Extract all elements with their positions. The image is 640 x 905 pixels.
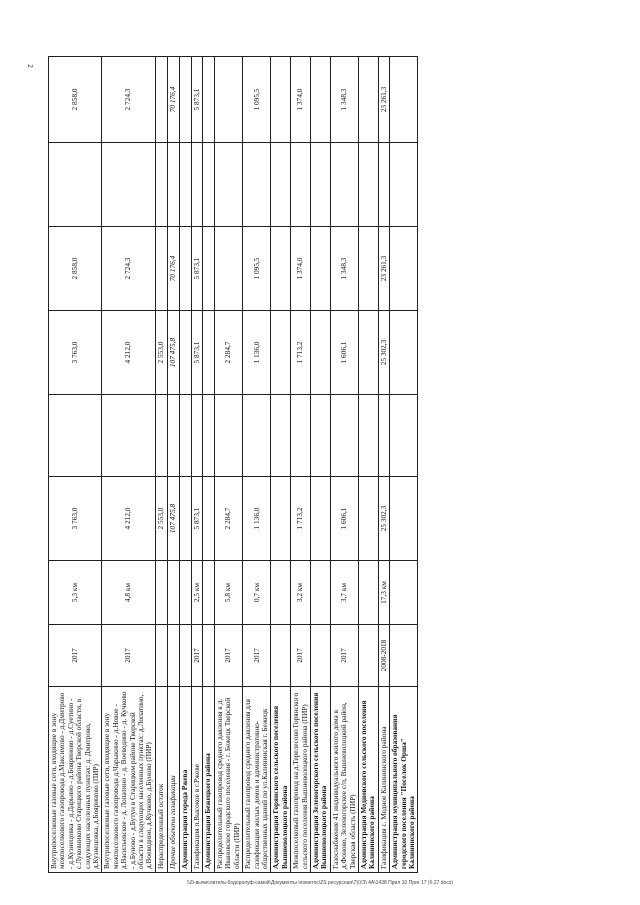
- row-year: [167, 625, 179, 687]
- row-total: 107 475,8: [167, 477, 179, 561]
- section-row: [310, 57, 330, 873]
- row-col5: [191, 395, 202, 477]
- row-col7: 2 724,3: [102, 227, 155, 311]
- row-year: 2017: [291, 625, 311, 687]
- row-col7: 1 095,5: [243, 227, 271, 311]
- file-path-footer: \\Zi-вычислитель-бодоролуф-самой\Документы-\пометос\ZS ресурсная\7)\УЗ\ 4А\1438 Прил 10 Приг 17 (б.27.docx): [186, 880, 454, 886]
- row-col9: 1 348,3: [330, 57, 358, 143]
- table-body: [49, 57, 418, 873]
- row-col6: [271, 311, 291, 395]
- row-length: 4,8 км: [102, 561, 155, 625]
- row-col5: [167, 395, 179, 477]
- row-name: Администрация Зеленогорского сельского поселения Вышневолоцкого района: [310, 687, 330, 873]
- page-number: 2: [25, 64, 34, 68]
- row-col8: [390, 143, 418, 227]
- row-name: Распределительный газопровод среднего давления для газификации жилых домов и административно-общественных зданий по ул.Калининская г. Бежецк: [243, 687, 271, 873]
- row-col5: [358, 395, 378, 477]
- row-total: 5 873,1: [191, 477, 202, 561]
- row-col5: [310, 395, 330, 477]
- row-col6: 25 302,3: [378, 311, 389, 395]
- row-col5: [203, 395, 215, 477]
- row-col5: [378, 395, 389, 477]
- row-col5: [271, 395, 291, 477]
- table-row: [378, 57, 389, 873]
- row-year: [155, 625, 167, 687]
- row-name: Администрация Горянского сельского поселения Вышневолоцкого района: [271, 687, 291, 873]
- row-col8: [271, 143, 291, 227]
- row-col5: [49, 395, 102, 477]
- row-col7: [271, 227, 291, 311]
- row-col5: [390, 395, 418, 477]
- row-total: 2 553,0: [155, 477, 167, 561]
- row-year: [310, 625, 330, 687]
- row-total: [358, 477, 378, 561]
- table-row: [330, 57, 358, 873]
- row-year: [390, 625, 418, 687]
- investment-table: [48, 56, 418, 873]
- row-name: Внутрипоселковые газовые сети, входящие в зону межпоселкового газопровода д.Максимово - д.Дмитрово - д.Кузнецовка - д.Дарьино - д.Бояриново - д.Суетино - с.Луковниково Старицкого района Тверской области, в следующих населенных пунктах: д. Дмитрово, д.Кузнецовка, д.Бояриново (ПИР): [49, 687, 102, 873]
- row-year: 2017: [191, 625, 202, 687]
- row-col5: [215, 395, 243, 477]
- row-name: Администрация Медновского сельского поселения Калининского района: [358, 687, 378, 873]
- row-total: 2 284,7: [215, 477, 243, 561]
- row-col7: [203, 227, 215, 311]
- row-total: 1 713,2: [291, 477, 311, 561]
- row-col7: 1 348,3: [330, 227, 358, 311]
- row-col8: [179, 143, 191, 227]
- row-col9: 2 724,3: [102, 57, 155, 143]
- row-col7: 2 858,0: [49, 227, 102, 311]
- row-col9: 1 374,0: [291, 57, 311, 143]
- row-col5: [330, 395, 358, 477]
- rotated-table-sheet: [48, 57, 601, 873]
- row-col6: 1 606,1: [330, 311, 358, 395]
- row-col6: [179, 311, 191, 395]
- row-col6: [358, 311, 378, 395]
- row-col6: [390, 311, 418, 395]
- row-col6: 107 475,8: [167, 311, 179, 395]
- row-length: 5,8 км: [215, 561, 243, 625]
- row-total: [179, 477, 191, 561]
- row-length: [390, 561, 418, 625]
- row-col5: [155, 395, 167, 477]
- row-col9: 23 261,3: [378, 57, 389, 143]
- row-col8: [291, 143, 311, 227]
- section-row: [358, 57, 378, 873]
- row-length: 2,5 км: [191, 561, 202, 625]
- row-length: [271, 561, 291, 625]
- row-col5: [291, 395, 311, 477]
- row-col8: [358, 143, 378, 227]
- row-col5: [243, 395, 271, 477]
- row-col9: [310, 57, 330, 143]
- row-name: Администрация города Ржева: [179, 687, 191, 873]
- row-col8: [155, 143, 167, 227]
- row-col6: 2 284,7: [215, 311, 243, 395]
- section-row: [390, 57, 418, 873]
- row-year: 2017: [330, 625, 358, 687]
- row-total: 1 136,0: [243, 477, 271, 561]
- table-row: [191, 57, 202, 873]
- row-length: [155, 561, 167, 625]
- row-col7: [179, 227, 191, 311]
- row-name: Внутрипоселковые газовые сети, входящие в зону межпоселкового газопровода д.Чарыкино - д.Новое - д.Васильевское - д. Лопатино - д. Воеводино - д. Кучково - д.Буново - д.Бутун в Старицком районе Тверской области в следующих населенных пунктах: д.Лопатино, д.Воеводино, д.Кучково, д.Буново (ПИР): [102, 687, 155, 873]
- row-col9: 5 873,1: [191, 57, 202, 143]
- row-col6: 3 763,0: [49, 311, 102, 395]
- table-row: [102, 57, 155, 873]
- row-total: 3 763,0: [49, 477, 102, 561]
- row-length: 17,3 км: [378, 561, 389, 625]
- row-name: Администрация Бежецкого района: [203, 687, 215, 873]
- row-col9: [271, 57, 291, 143]
- row-name: Межпоселковый газопровод на д.Терелесово Горянского сельского поселения Вышневолоцкого района (ПИР): [291, 687, 311, 873]
- row-col6: 2 553,0: [155, 311, 167, 395]
- row-col9: 1 095,5: [243, 57, 271, 143]
- row-col5: [102, 395, 155, 477]
- row-col8: [310, 143, 330, 227]
- section-row: [179, 57, 191, 873]
- row-year: 2008-2018: [378, 625, 389, 687]
- table-row: [291, 57, 311, 873]
- row-year: [271, 625, 291, 687]
- row-col8: [203, 143, 215, 227]
- row-year: 2017: [243, 625, 271, 687]
- section-row: [203, 57, 215, 873]
- row-length: 5,3 км: [49, 561, 102, 625]
- table-row: [215, 57, 243, 873]
- row-col8: [191, 143, 202, 227]
- row-col9: 70 176,4: [167, 57, 179, 143]
- row-length: 3,2 км: [291, 561, 311, 625]
- row-name: Прочие объекты газификации: [167, 687, 179, 873]
- row-name: Администрация муниципального образования городского поселения "Поселок Орша" Калининского района: [390, 687, 418, 873]
- row-col7: [155, 227, 167, 311]
- table-row: [243, 57, 271, 873]
- row-length: [179, 561, 191, 625]
- row-year: [358, 625, 378, 687]
- row-col7: [390, 227, 418, 311]
- row-col7: [310, 227, 330, 311]
- section-row: [271, 57, 291, 873]
- row-col8: [378, 143, 389, 227]
- row-col6: 5 873,1: [191, 311, 202, 395]
- row-col9: [155, 57, 167, 143]
- row-col7: [215, 227, 243, 311]
- row-name: Газификация п.Высокое в г.Ржеве: [191, 687, 202, 873]
- row-total: [271, 477, 291, 561]
- row-col8: [167, 143, 179, 227]
- row-total: [390, 477, 418, 561]
- row-col9: [215, 57, 243, 143]
- row-name: Нераспределенный остаток: [155, 687, 167, 873]
- row-col6: 1 713,2: [291, 311, 311, 395]
- row-total: 4 212,0: [102, 477, 155, 561]
- row-length: [167, 561, 179, 625]
- row-name: Газоснабжение 41 индивидуального жилого дома в д.Фоново, Зеленогорское с/п, Вышневолоцкий район, Тверская область (ПИР): [330, 687, 358, 873]
- row-col7: 70 176,4: [167, 227, 179, 311]
- row-col8: [49, 143, 102, 227]
- row-col9: 2 858,0: [49, 57, 102, 143]
- row-col8: [215, 143, 243, 227]
- table-row: [155, 57, 167, 873]
- table-row: [167, 57, 179, 873]
- row-total: 1 606,1: [330, 477, 358, 561]
- row-total: [310, 477, 330, 561]
- row-name: Газификация с. Медное Калининского района: [378, 687, 389, 873]
- row-col7: [358, 227, 378, 311]
- row-col7: 5 873,1: [191, 227, 202, 311]
- row-col5: [179, 395, 191, 477]
- row-total: [203, 477, 215, 561]
- row-col9: [358, 57, 378, 143]
- row-col6: 1 136,0: [243, 311, 271, 395]
- row-col8: [330, 143, 358, 227]
- row-length: [358, 561, 378, 625]
- row-year: 2017: [215, 625, 243, 687]
- row-col7: 1 374,0: [291, 227, 311, 311]
- table-row: [49, 57, 102, 873]
- row-col6: 4 212,0: [102, 311, 155, 395]
- row-length: 3,7 км: [330, 561, 358, 625]
- row-col7: 23 261,3: [378, 227, 389, 311]
- row-length: [310, 561, 330, 625]
- row-length: 0,7 км: [243, 561, 271, 625]
- row-col9: [390, 57, 418, 143]
- row-total: 25 302,3: [378, 477, 389, 561]
- row-year: [203, 625, 215, 687]
- row-year: 2017: [49, 625, 102, 687]
- row-col9: [203, 57, 215, 143]
- row-length: [203, 561, 215, 625]
- row-col9: [179, 57, 191, 143]
- row-col6: [203, 311, 215, 395]
- row-col8: [102, 143, 155, 227]
- row-col6: [310, 311, 330, 395]
- row-col8: [243, 143, 271, 227]
- row-name: Распределительный газопровод среднего давления к д. Ивановское городского поселения - г. Бежецк Тверской области (ПИР): [215, 687, 243, 873]
- row-year: 2017: [102, 625, 155, 687]
- row-year: [179, 625, 191, 687]
